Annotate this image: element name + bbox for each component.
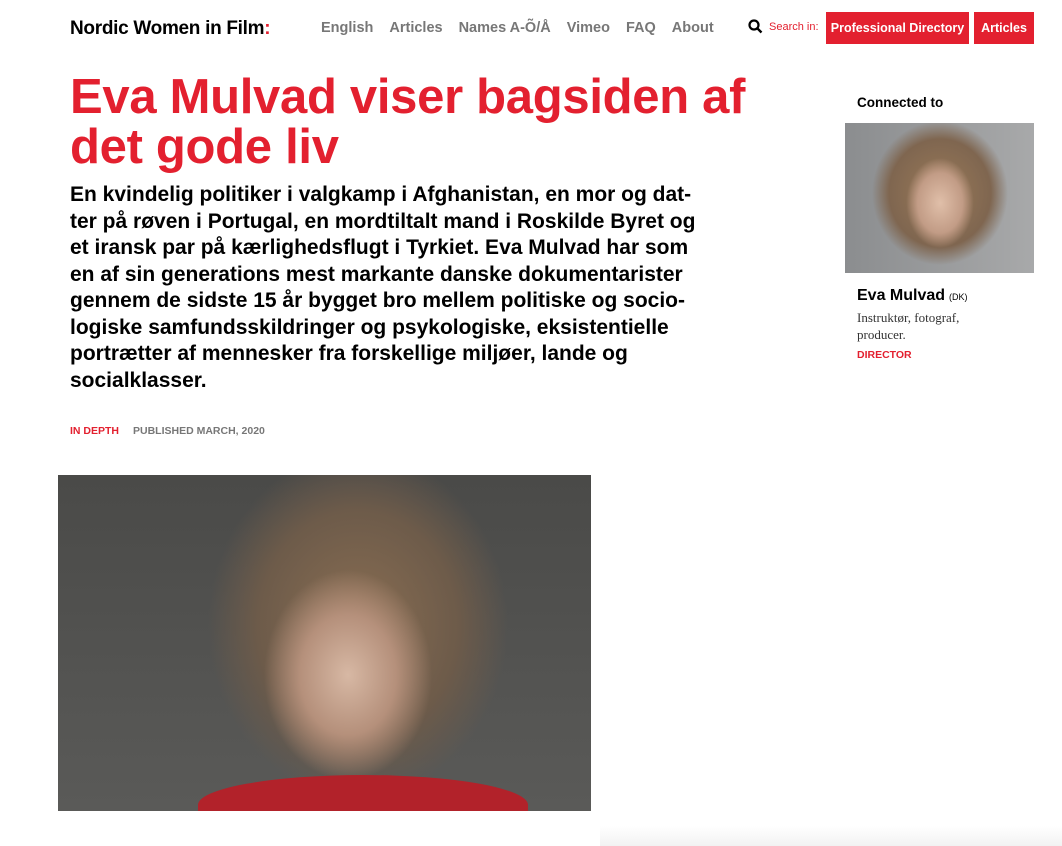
photo-detail — [198, 775, 528, 811]
lede-line: en af sin generations mest markante danske dokumentarister — [70, 262, 683, 286]
main-nav — [321, 20, 714, 36]
site-logo[interactable] — [70, 18, 270, 40]
nav-articles[interactable]: Articles — [389, 20, 443, 36]
search-area — [748, 19, 819, 34]
search-professional-directory-button[interactable]: Professional Directory — [826, 12, 969, 44]
article-meta — [70, 425, 265, 437]
person-photo[interactable] — [845, 123, 1034, 273]
nav-names[interactable]: Names A-Õ/Å — [458, 20, 551, 36]
hero-photo — [58, 475, 591, 811]
lede-line: gennem de sidste 15 år bygget bro mellem politiske og socio- — [70, 289, 685, 312]
nav-faq[interactable]: FAQ — [625, 20, 656, 36]
person-country: (DK) — [949, 292, 968, 302]
lede-line: portrætter af mennesker fra forskellige miljøer, lande og — [70, 342, 628, 365]
logo-text: Nordic Women in Film — [70, 18, 265, 39]
category-link[interactable]: IN DEPTH — [70, 425, 120, 437]
lede-line: et iransk par på kærlighedsflugt i Tyrkiet. Eva Mulvad har som — [70, 236, 689, 259]
logo-colon: : — [264, 18, 271, 39]
article-title: Eva Mulvad viser bagsiden af det gode liv — [70, 70, 746, 174]
published-date: PUBLISHED MARCH, 2020 — [133, 425, 265, 437]
search-icon[interactable] — [748, 19, 763, 34]
article-lede — [70, 182, 840, 394]
nav-about[interactable]: About — [671, 20, 714, 36]
nav-vimeo[interactable]: Vimeo — [566, 20, 610, 36]
person-roles: Instruktør, fotograf, producer. — [857, 310, 960, 342]
connected-heading: Connected to — [857, 95, 944, 110]
person-name[interactable] — [857, 287, 968, 305]
search-label: Search in: — [769, 20, 819, 33]
lede-line: socialklasser. — [70, 368, 207, 392]
lede-line: En kvindelig politiker i valgkamp i Afghanistan, en mor og dat- — [70, 183, 692, 206]
person-tag[interactable]: DIRECTOR — [857, 349, 912, 361]
lede-line: logiske samfundsskildringer og psykologiske, eksistentielle — [70, 315, 669, 339]
bottom-shadow — [600, 826, 1062, 846]
nav-english[interactable]: English — [321, 20, 374, 36]
search-articles-button[interactable]: Articles — [974, 12, 1034, 44]
lede-line: ter på røven i Portugal, en mordtiltalt mand i Roskilde Byret og — [70, 209, 696, 233]
person-name-text: Eva Mulvad — [857, 287, 946, 304]
